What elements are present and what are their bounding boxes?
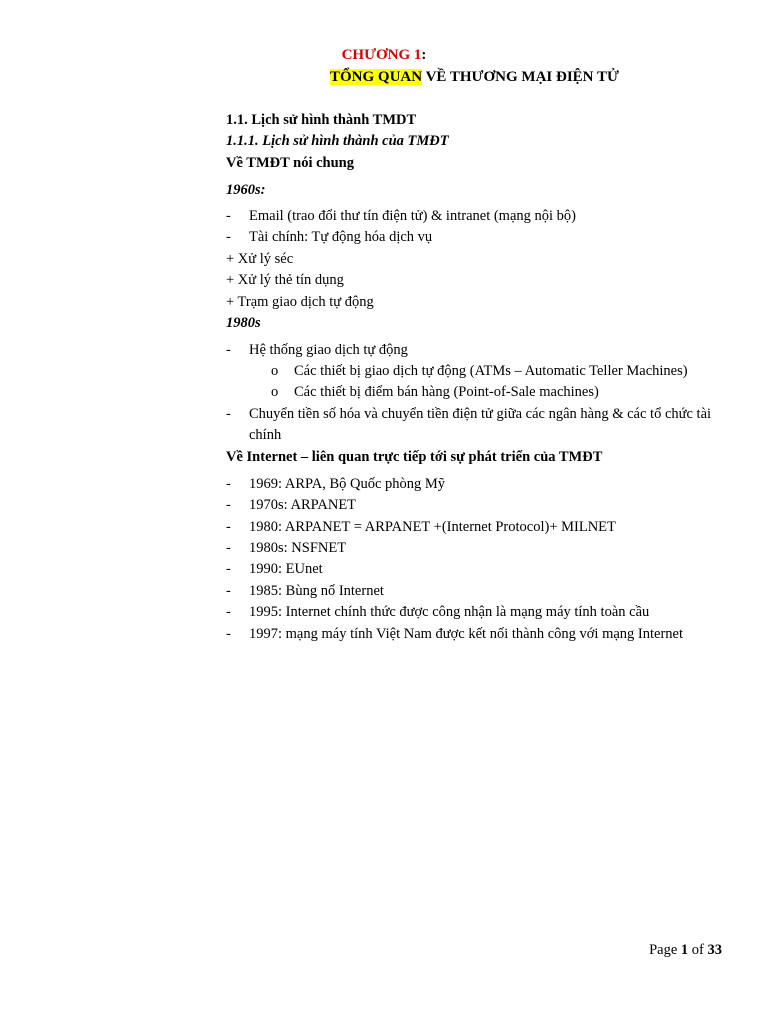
list-item-text: Email (trao đổi thư tín điện tử) & intranet (mạng nội bộ) [249, 208, 576, 224]
page-word: Page [649, 942, 681, 958]
subsection-heading: 1.1.1. Lịch sử hình thành của TMĐT [226, 133, 449, 149]
sub-list-item-text: Các thiết bị giao dịch tự động (ATMs – Automatic Teller Machines) [294, 363, 688, 379]
list-item-text: 1985: Bùng nổ Internet [249, 583, 384, 599]
list-item [226, 624, 683, 644]
page-number [649, 940, 722, 960]
chapter-colon: : [421, 47, 427, 63]
list-item-text: 1990: EUnet [249, 561, 323, 577]
circle-bullet: o [271, 384, 279, 400]
list-item-text: Tài chính: Tự động hóa dịch vụ [249, 229, 433, 245]
page-total: 33 [707, 942, 722, 958]
chapter-label: CHƯƠNG 1 [341, 47, 422, 63]
plus-item: + Xử lý thẻ tín dụng [226, 272, 344, 288]
dash-marker: - [226, 626, 231, 642]
list-item [226, 474, 445, 494]
list-item-text: 1970s: ARPANET [249, 497, 357, 513]
dash-marker: - [226, 208, 231, 224]
dash-marker: - [226, 540, 231, 556]
sub-list-item [226, 382, 599, 402]
list-item [226, 559, 323, 579]
internet-heading: Về Internet – liên quan trực tiếp tới sự phát triển của TMĐT [226, 449, 603, 465]
list-item [226, 495, 356, 515]
transfer-item-text: Chuyển tiền số hóa và chuyển tiền điện tử giữa các ngân hàng & các tổ chức tài chính [249, 406, 712, 443]
section-heading: 1.1. Lịch sử hình thành TMDT [226, 112, 417, 128]
general-heading: Về TMĐT nói chung [226, 155, 354, 171]
of-word: of [688, 942, 708, 958]
sub-list-item [226, 361, 688, 381]
title-highlight: TỔNG QUAN [330, 69, 423, 85]
dash-marker: - [226, 604, 231, 620]
list-item-text: 1969: ARPA, Bộ Quốc phòng Mỹ [249, 476, 446, 492]
dash-marker: - [226, 583, 231, 599]
plus-item: + Trạm giao dịch tự động [226, 294, 374, 310]
list-item-text: 1997: mạng máy tính Việt Nam được kết nối thành công với mạng Internet [249, 626, 684, 642]
list-item-text: 1980: ARPANET = ARPANET +(Internet Protocol)+ MILNET [249, 519, 616, 535]
era-1980-heading: 1980s [226, 315, 261, 331]
list-item [226, 206, 576, 226]
chapter-heading [0, 45, 768, 65]
list-item-text: Hệ thống giao dịch tự động [249, 342, 408, 358]
list-item-text: 1980s: NSFNET [249, 540, 347, 556]
list-item [226, 581, 384, 601]
dash-marker: - [226, 561, 231, 577]
page-current: 1 [680, 942, 689, 958]
era-1960-heading: 1960s: [226, 182, 266, 198]
dash-marker: - [226, 229, 231, 245]
title-rest: VỀ THƯƠNG MẠI ĐIỆN TỬ [422, 69, 619, 85]
dash-marker: - [226, 497, 231, 513]
list-item [226, 517, 616, 537]
dash-marker: - [226, 476, 231, 492]
list-item [226, 602, 649, 622]
list-item-text: 1995: Internet chính thức được công nhận là mạng máy tính toàn cầu [249, 604, 650, 620]
dash-marker: - [226, 406, 231, 422]
list-item [226, 340, 408, 360]
circle-bullet: o [271, 363, 279, 379]
dash-marker: - [226, 342, 231, 358]
plus-item: + Xử lý séc [226, 251, 294, 267]
list-item [226, 538, 346, 558]
dash-marker: - [226, 519, 231, 535]
list-item [226, 227, 432, 247]
chapter-title [330, 67, 619, 87]
sub-list-item-text: Các thiết bị điểm bán hàng (Point-of-Sale machines) [294, 384, 599, 400]
